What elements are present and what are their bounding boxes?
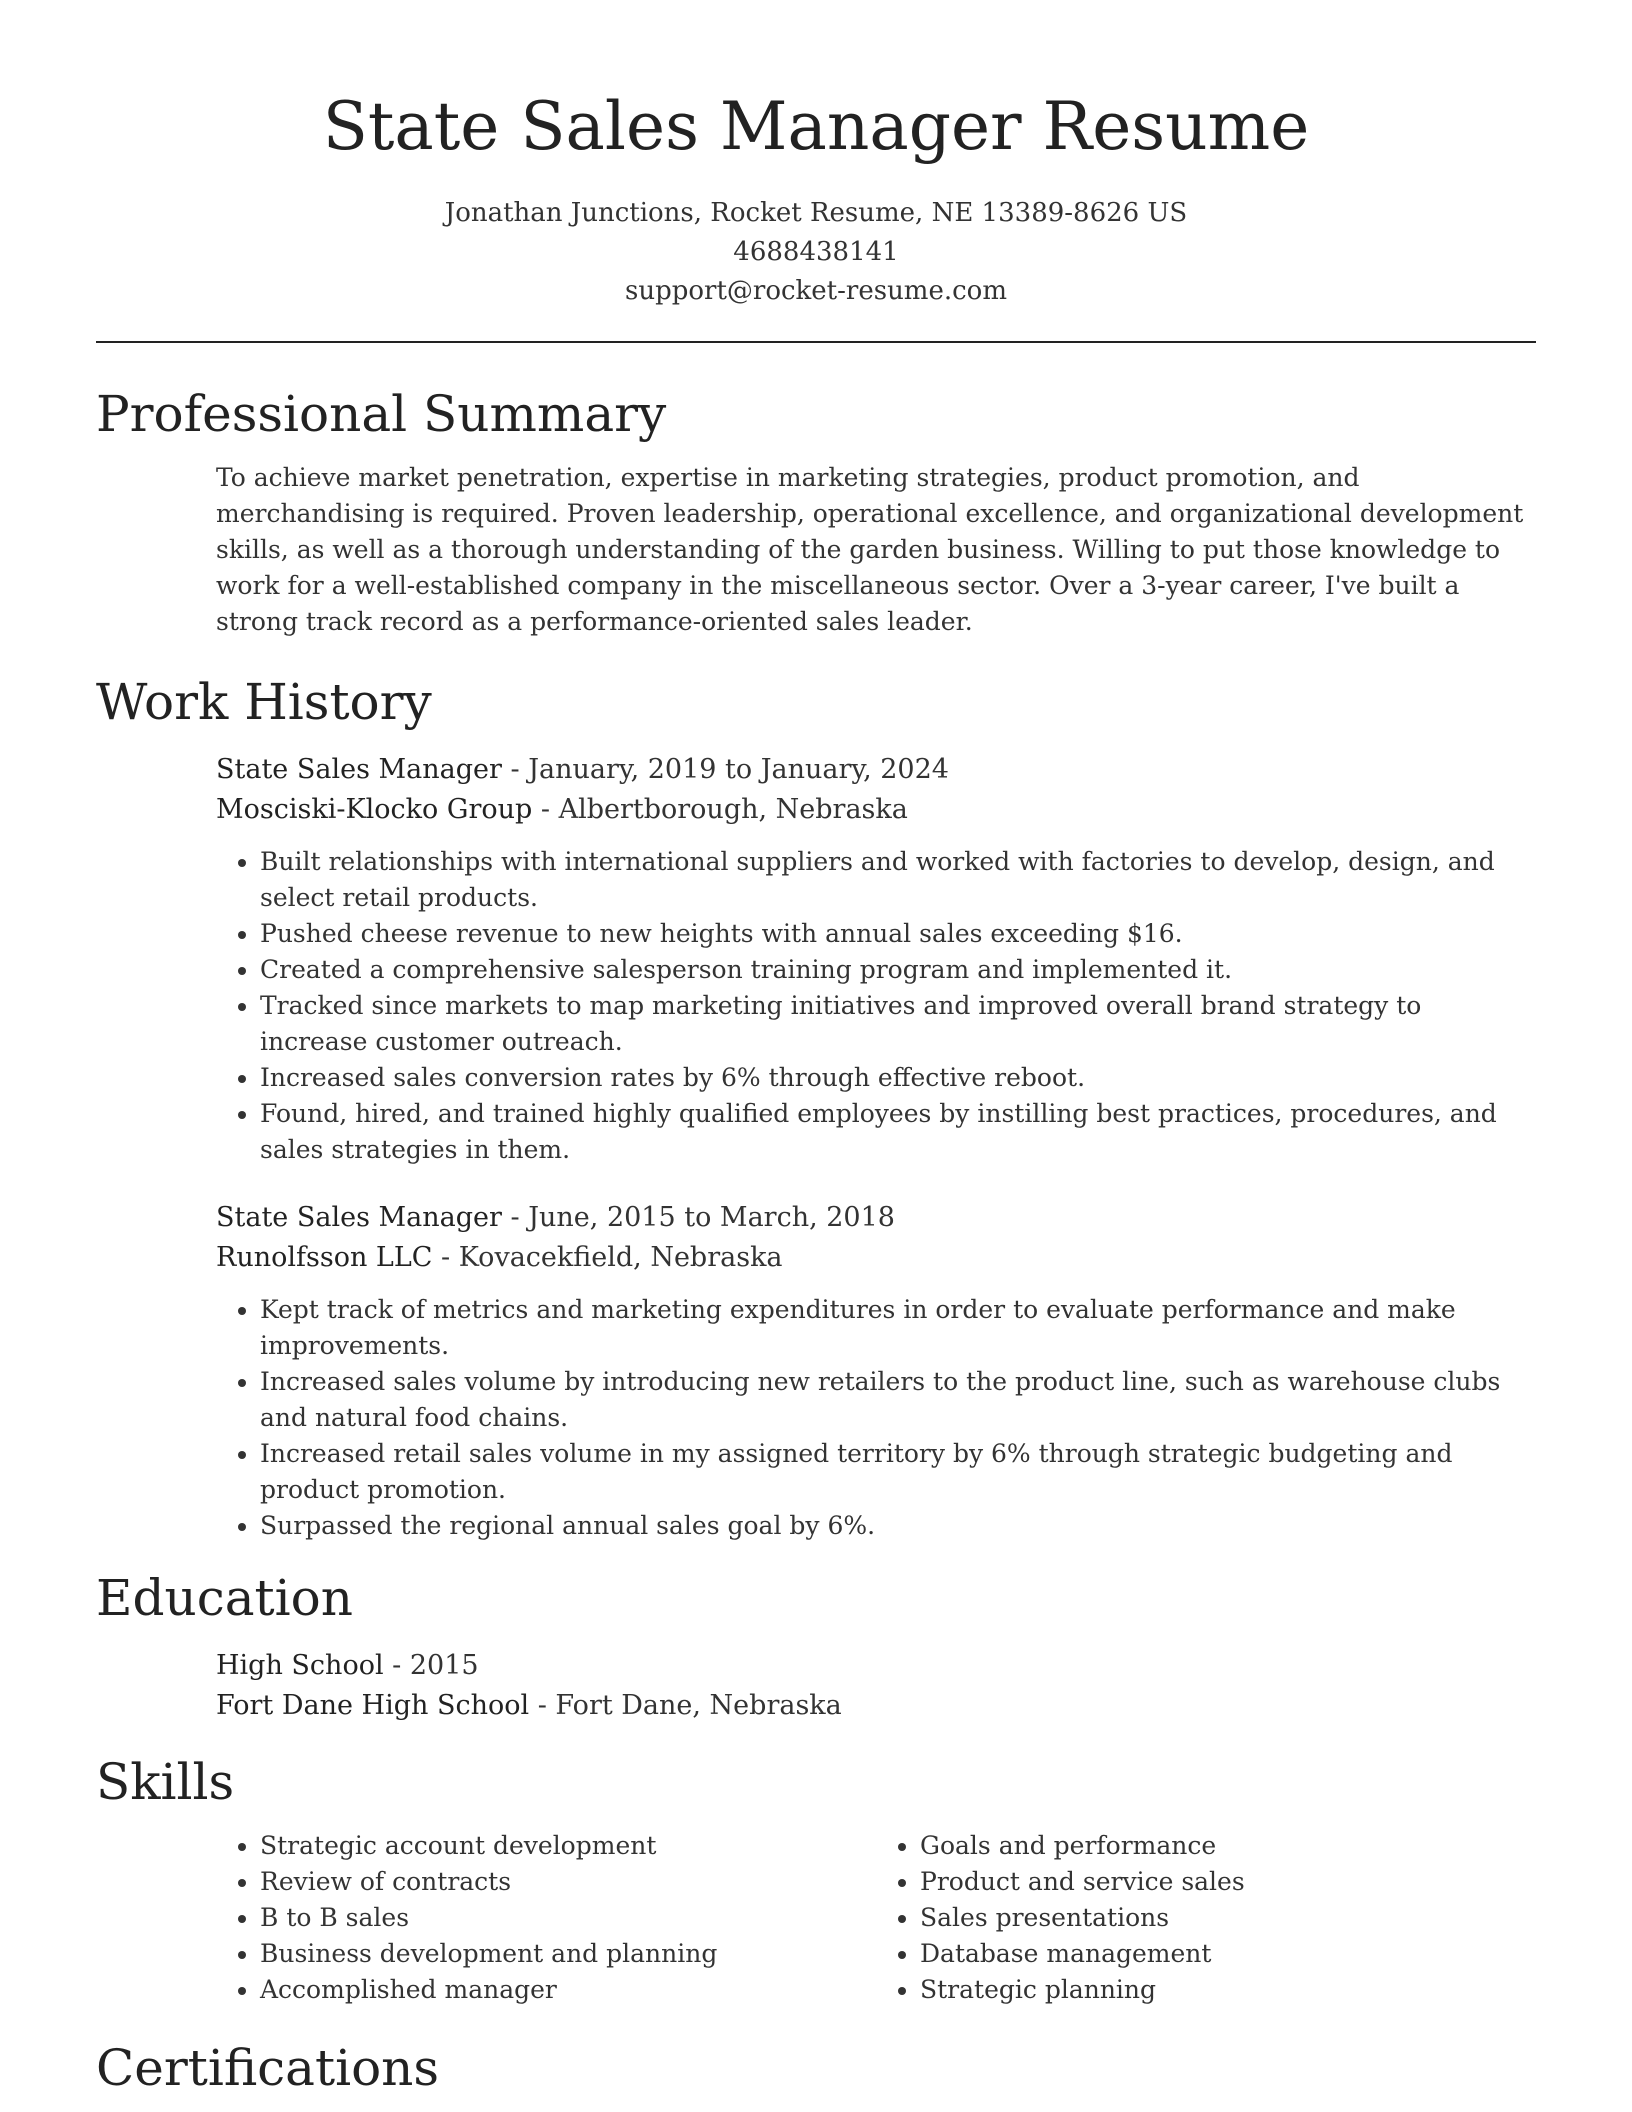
job-entry	[216, 750, 1536, 1168]
skills-columns	[216, 1828, 1536, 2008]
job-company-line	[216, 1238, 1536, 1278]
skill-item: • B to B sales	[260, 1900, 876, 1936]
job-bullet: • Created a comprehensive salesperson training program and implemented it.	[260, 952, 1536, 988]
job-bullet: • Built relationships with international suppliers and worked with factories to develop, design, and select retail products.	[260, 844, 1536, 916]
work-history-heading: Work History	[96, 673, 432, 731]
job-bullet: • Surpassed the regional annual sales goal by 6%.	[260, 1508, 1536, 1544]
job-bullet: • Increased sales volume by introducing new retailers to the product line, such as warehouse clubs and natural food chains.	[260, 1364, 1536, 1436]
contact-phone: 4688438141	[733, 237, 899, 267]
skills-list-right	[876, 1828, 1536, 2008]
job-bullets	[216, 844, 1536, 1168]
skill-item: • Product and service sales	[920, 1864, 1536, 1900]
school-line	[216, 1686, 1536, 1726]
contact-email: support@rocket-resume.com	[624, 276, 1007, 306]
school-name: Fort Dane High School	[216, 1690, 530, 1721]
skill-item: • Database management	[920, 1936, 1536, 1972]
skill-item: • Sales presentations	[920, 1900, 1536, 1936]
contact-address: Jonathan Junctions, Rocket Resume, NE 13389-8626 US	[444, 198, 1188, 228]
skill-item: • Review of contracts	[260, 1864, 876, 1900]
summary-text: To achieve market penetration, expertise in marketing strategies, product promotion, and merchandising is required. Proven leadership, operational excellence, and organizational development skills, as well as a thorough understanding of the garden business. Willing to put those knowledge to work for a well-established company in the miscellaneous sector. Over a 3-year career, I've built a strong track record as a performance-oriented sales leader.	[216, 463, 1524, 636]
summary-section	[96, 380, 1536, 640]
skills-list-left	[216, 1828, 876, 2008]
job-title-line	[216, 750, 1536, 790]
certifications-heading: Certifications	[96, 2039, 440, 2097]
work-history-section	[96, 668, 1536, 1544]
job-title: State Sales Manager	[216, 1202, 502, 1233]
resume-header	[0, 0, 1632, 311]
job-bullet: • Found, hired, and trained highly qualified employees by instilling best practices, procedures, and sales strategies in them.	[260, 1096, 1536, 1168]
skill-item: • Strategic account development	[260, 1828, 876, 1864]
contact-info	[0, 194, 1632, 311]
job-bullet: • Kept track of metrics and marketing expenditures in order to evaluate performance and make improvements.	[260, 1292, 1536, 1364]
job-company: Runolfsson LLC	[216, 1242, 433, 1273]
job-bullet: • Increased sales conversion rates by 6% through effective reboot.	[260, 1060, 1536, 1096]
job-dates: - January, 2019 to January, 2024	[501, 754, 949, 785]
education-section	[96, 1564, 1536, 1726]
skills-heading: Skills	[96, 1753, 235, 1811]
skill-item: • Accomplished manager	[260, 1972, 876, 2008]
resume-title: State Sales Manager Resume	[322, 88, 1310, 165]
education-heading: Education	[96, 1569, 353, 1627]
skill-item: • Business development and planning	[260, 1936, 876, 1972]
job-bullet: • Pushed cheese revenue to new heights with annual sales exceeding $16.	[260, 916, 1536, 952]
job-bullet: • Increased retail sales volume in my assigned territory by 6% through strategic budgeting and product promotion.	[260, 1436, 1536, 1508]
job-company: Mosciski-Klocko Group	[216, 794, 533, 825]
job-dates: - June, 2015 to March, 2018	[501, 1202, 895, 1233]
resume-body	[96, 380, 1536, 2102]
header-divider	[96, 341, 1536, 343]
education-entry	[216, 1646, 1536, 1726]
job-bullet: • Tracked since markets to map marketing initiatives and improved overall brand strategy to increase customer outreach.	[260, 988, 1536, 1060]
job-bullets	[216, 1292, 1536, 1544]
certifications-section	[96, 2034, 1536, 2102]
graduation-year: - 2015	[383, 1650, 479, 1681]
job-location: - Kovacekfield, Nebraska	[432, 1242, 783, 1273]
job-location: - Albertborough, Nebraska	[532, 794, 908, 825]
job-title-line	[216, 1198, 1536, 1238]
job-entry	[216, 1198, 1536, 1544]
skill-item: • Goals and performance	[920, 1828, 1536, 1864]
skills-section	[96, 1748, 1536, 2008]
skill-item: • Strategic planning	[920, 1972, 1536, 2008]
degree-line	[216, 1646, 1536, 1686]
summary-heading: Professional Summary	[96, 385, 667, 443]
school-location: - Fort Dane, Nebraska	[529, 1690, 842, 1721]
degree: High School	[216, 1650, 384, 1681]
job-title: State Sales Manager	[216, 754, 502, 785]
job-company-line	[216, 790, 1536, 830]
